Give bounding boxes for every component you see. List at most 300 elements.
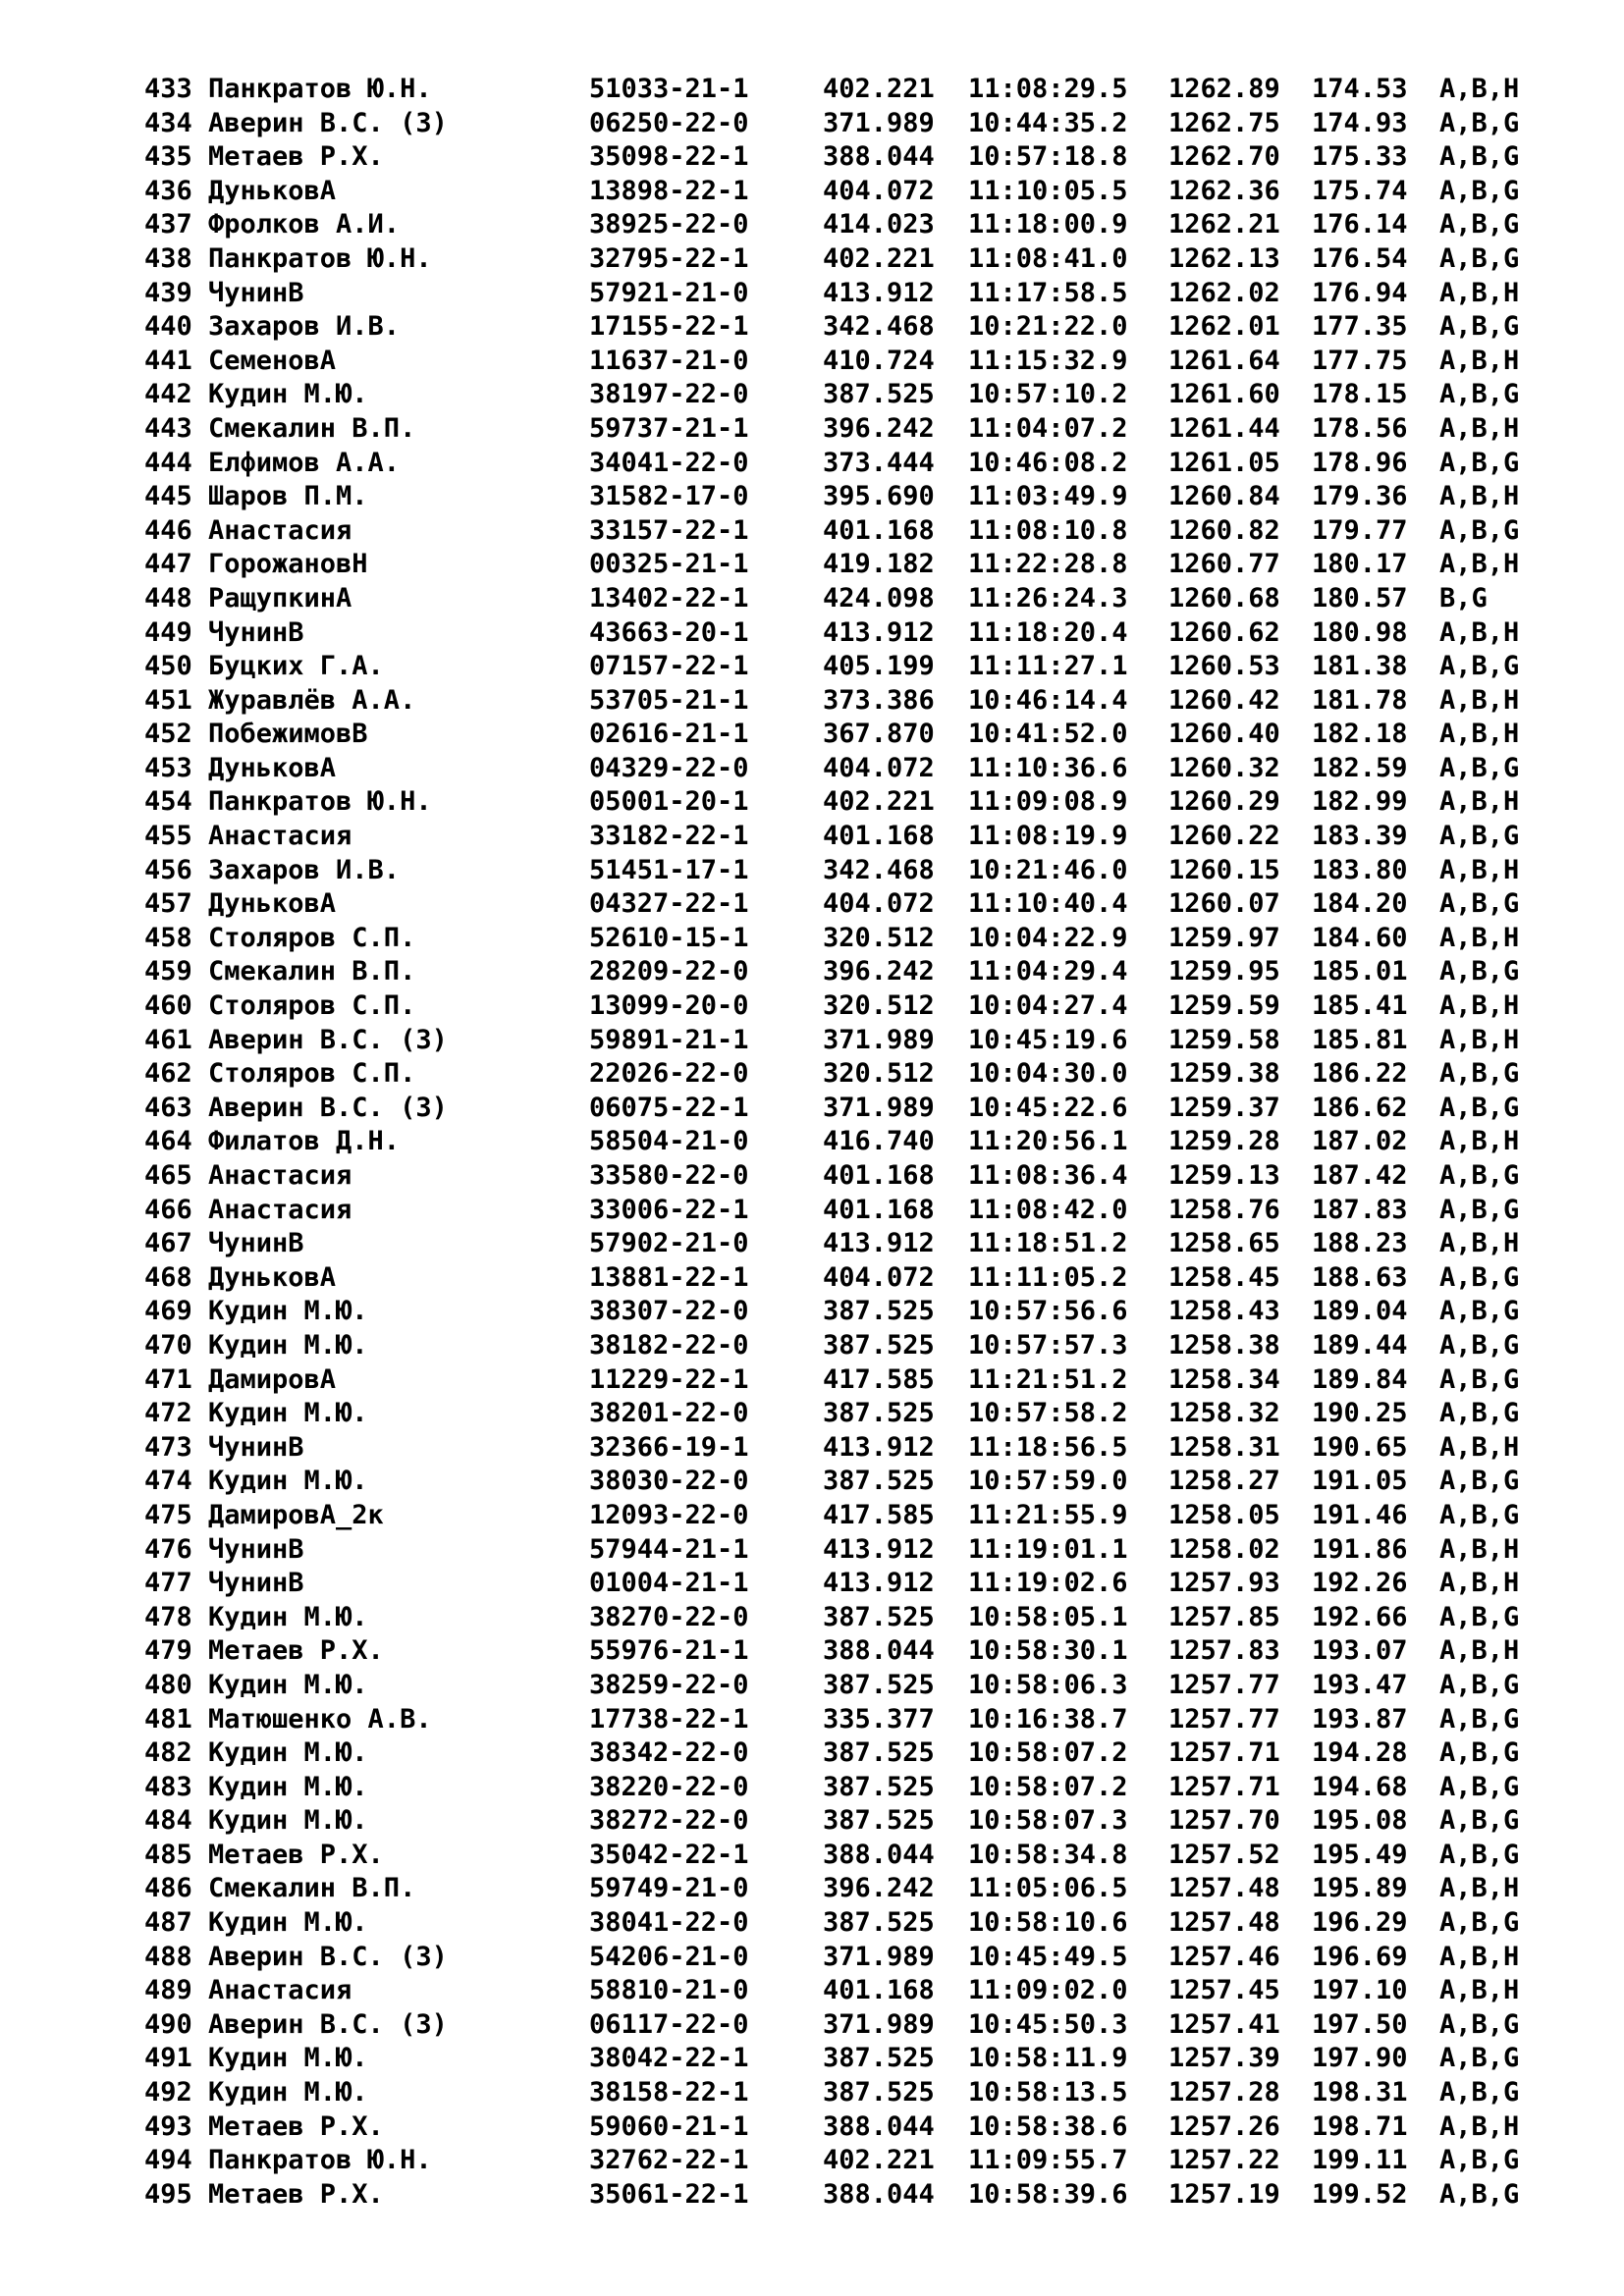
- coefficient-cell: 189.44: [1312, 1329, 1408, 1361]
- fancier-name-cell: Аверин В.С. (З): [208, 1941, 448, 1972]
- distance-cell: 396.242: [823, 956, 935, 988]
- flags-cell: A,B,G: [1439, 242, 1520, 274]
- ring-number-cell: 17738-22-1: [589, 1703, 749, 1735]
- fancier-name-cell: Кудин М.Ю.: [208, 1466, 368, 1497]
- result-row: [144, 1669, 1519, 1703]
- distance-cell: 401.168: [823, 1160, 935, 1191]
- result-row: [144, 1194, 1519, 1228]
- distance-cell: 402.221: [823, 2145, 935, 2176]
- distance-cell: 413.912: [823, 616, 935, 648]
- coefficient-cell: 176.54: [1312, 242, 1408, 274]
- fancier-name-cell: Столяров С.П.: [208, 990, 416, 1022]
- coefficient-cell: 182.99: [1312, 786, 1408, 818]
- distance-cell: 335.377: [823, 1703, 935, 1735]
- ring-number-cell: 59060-21-1: [589, 2110, 749, 2142]
- flags-cell: A,B,G: [1439, 2077, 1520, 2109]
- place-cell: 444: [144, 447, 192, 478]
- speed-cell: 1258.43: [1168, 1296, 1280, 1327]
- flags-cell: A,B,H: [1439, 481, 1520, 512]
- distance-cell: 367.870: [823, 719, 935, 750]
- ring-number-cell: 13402-22-1: [589, 582, 749, 614]
- speed-cell: 1258.02: [1168, 1533, 1280, 1565]
- place-cell: 441: [144, 345, 192, 376]
- result-row: [144, 1329, 1519, 1363]
- coefficient-cell: 190.65: [1312, 1431, 1408, 1463]
- place-cell: 471: [144, 1363, 192, 1395]
- speed-cell: 1260.40: [1168, 719, 1280, 750]
- arrival-time-cell: 10:58:13.5: [968, 2077, 1128, 2109]
- result-row: [144, 2144, 1519, 2178]
- arrival-time-cell: 11:21:51.2: [968, 1363, 1128, 1395]
- flags-cell: A,B,G: [1439, 1907, 1520, 1939]
- distance-cell: 404.072: [823, 175, 935, 206]
- result-row: [144, 1363, 1519, 1398]
- result-row: [144, 922, 1519, 956]
- ring-number-cell: 57944-21-1: [589, 1533, 749, 1565]
- arrival-time-cell: 11:18:56.5: [968, 1431, 1128, 1463]
- speed-cell: 1257.48: [1168, 1907, 1280, 1939]
- speed-cell: 1257.71: [1168, 1771, 1280, 1802]
- distance-cell: 402.221: [823, 786, 935, 818]
- speed-cell: 1259.95: [1168, 956, 1280, 988]
- speed-cell: 1259.37: [1168, 1092, 1280, 1123]
- speed-cell: 1262.21: [1168, 209, 1280, 240]
- result-row: [144, 718, 1519, 752]
- speed-cell: 1257.48: [1168, 1873, 1280, 1904]
- place-cell: 458: [144, 922, 192, 953]
- flags-cell: A,B,H: [1439, 2110, 1520, 2142]
- arrival-time-cell: 11:04:07.2: [968, 412, 1128, 444]
- ring-number-cell: 57902-21-0: [589, 1228, 749, 1259]
- flags-cell: A,B,G: [1439, 2008, 1520, 2040]
- ring-number-cell: 34041-22-0: [589, 447, 749, 478]
- place-cell: 449: [144, 616, 192, 648]
- flags-cell: A,B,G: [1439, 1601, 1520, 1632]
- coefficient-cell: 184.60: [1312, 922, 1408, 953]
- arrival-time-cell: 11:08:10.8: [968, 514, 1128, 546]
- fancier-name-cell: Кудин М.Ю.: [208, 1771, 368, 1802]
- result-row: [144, 1465, 1519, 1499]
- ring-number-cell: 33580-22-0: [589, 1160, 749, 1191]
- arrival-time-cell: 10:45:49.5: [968, 1941, 1128, 1972]
- coefficient-cell: 195.49: [1312, 1839, 1408, 1870]
- coefficient-cell: 199.52: [1312, 2178, 1408, 2210]
- distance-cell: 424.098: [823, 582, 935, 614]
- speed-cell: 1258.65: [1168, 1228, 1280, 1259]
- place-cell: 459: [144, 956, 192, 988]
- distance-cell: 387.525: [823, 1907, 935, 1939]
- distance-cell: 413.912: [823, 1431, 935, 1463]
- distance-cell: 387.525: [823, 1737, 935, 1769]
- arrival-time-cell: 11:19:02.6: [968, 1568, 1128, 1599]
- result-row: [144, 1057, 1519, 1092]
- fancier-name-cell: ДуньковА: [208, 752, 337, 783]
- place-cell: 442: [144, 379, 192, 410]
- coefficient-cell: 198.71: [1312, 2110, 1408, 2142]
- arrival-time-cell: 10:04:22.9: [968, 922, 1128, 953]
- ring-number-cell: 38307-22-0: [589, 1296, 749, 1327]
- arrival-time-cell: 10:58:05.1: [968, 1601, 1128, 1632]
- speed-cell: 1257.28: [1168, 2077, 1280, 2109]
- distance-cell: 388.044: [823, 1635, 935, 1667]
- result-row: [144, 2008, 1519, 2043]
- arrival-time-cell: 11:09:08.9: [968, 786, 1128, 818]
- place-cell: 477: [144, 1568, 192, 1599]
- arrival-time-cell: 11:17:58.5: [968, 277, 1128, 308]
- coefficient-cell: 175.74: [1312, 175, 1408, 206]
- speed-cell: 1262.02: [1168, 277, 1280, 308]
- speed-cell: 1260.82: [1168, 514, 1280, 546]
- arrival-time-cell: 10:58:07.2: [968, 1771, 1128, 1802]
- coefficient-cell: 180.57: [1312, 582, 1408, 614]
- flags-cell: A,B,H: [1439, 990, 1520, 1022]
- ring-number-cell: 38259-22-0: [589, 1669, 749, 1700]
- result-row: [144, 1771, 1519, 1805]
- coefficient-cell: 187.02: [1312, 1126, 1408, 1157]
- coefficient-cell: 178.96: [1312, 447, 1408, 478]
- flags-cell: A,B,G: [1439, 1499, 1520, 1530]
- arrival-time-cell: 11:20:56.1: [968, 1126, 1128, 1157]
- result-row: [144, 1906, 1519, 1941]
- ring-number-cell: 51033-21-1: [589, 74, 749, 104]
- fancier-name-cell: Панкратов Ю.Н.: [208, 242, 432, 274]
- flags-cell: A,B,G: [1439, 888, 1520, 920]
- place-cell: 438: [144, 242, 192, 274]
- flags-cell: A,B,G: [1439, 514, 1520, 546]
- result-row: [144, 1295, 1519, 1329]
- coefficient-cell: 192.26: [1312, 1568, 1408, 1599]
- distance-cell: 388.044: [823, 1839, 935, 1870]
- distance-cell: 387.525: [823, 1805, 935, 1837]
- flags-cell: A,B,G: [1439, 311, 1520, 343]
- ring-number-cell: 59891-21-1: [589, 1024, 749, 1055]
- coefficient-cell: 196.29: [1312, 1907, 1408, 1939]
- result-row: [144, 752, 1519, 786]
- ring-number-cell: 55976-21-1: [589, 1635, 749, 1667]
- distance-cell: 417.585: [823, 1363, 935, 1395]
- distance-cell: 401.168: [823, 514, 935, 546]
- ring-number-cell: 33182-22-1: [589, 821, 749, 852]
- ring-number-cell: 32795-22-1: [589, 242, 749, 274]
- ring-number-cell: 38041-22-0: [589, 1907, 749, 1939]
- arrival-time-cell: 10:58:06.3: [968, 1669, 1128, 1700]
- distance-cell: 401.168: [823, 1975, 935, 2006]
- distance-cell: 413.912: [823, 1533, 935, 1565]
- distance-cell: 396.242: [823, 412, 935, 444]
- place-cell: 454: [144, 786, 192, 818]
- coefficient-cell: 188.23: [1312, 1228, 1408, 1259]
- arrival-time-cell: 10:04:30.0: [968, 1058, 1128, 1090]
- flags-cell: A,B,G: [1439, 1839, 1520, 1870]
- ring-number-cell: 01004-21-1: [589, 1568, 749, 1599]
- result-row: [144, 447, 1519, 481]
- distance-cell: 387.525: [823, 1669, 935, 1700]
- speed-cell: 1262.36: [1168, 175, 1280, 206]
- coefficient-cell: 197.50: [1312, 2008, 1408, 2040]
- coefficient-cell: 174.93: [1312, 107, 1408, 138]
- fancier-name-cell: ЧунинВ: [208, 1431, 304, 1463]
- result-row: [144, 1872, 1519, 1906]
- fancier-name-cell: Захаров И.В.: [208, 854, 401, 885]
- fancier-name-cell: ЧунинВ: [208, 1568, 304, 1599]
- place-cell: 465: [144, 1160, 192, 1191]
- flags-cell: A,B,G: [1439, 2145, 1520, 2176]
- distance-cell: 388.044: [823, 141, 935, 173]
- result-row: [144, 1941, 1519, 1975]
- fancier-name-cell: СеменовА: [208, 345, 337, 376]
- flags-cell: A,B,G: [1439, 2178, 1520, 2210]
- ring-number-cell: 38925-22-0: [589, 209, 749, 240]
- distance-cell: 387.525: [823, 2077, 935, 2109]
- ring-number-cell: 06117-22-0: [589, 2008, 749, 2040]
- place-cell: 462: [144, 1058, 192, 1090]
- fancier-name-cell: Анастасия: [208, 514, 352, 546]
- ring-number-cell: 38342-22-0: [589, 1737, 749, 1769]
- place-cell: 478: [144, 1601, 192, 1632]
- coefficient-cell: 188.63: [1312, 1261, 1408, 1293]
- coefficient-cell: 195.08: [1312, 1805, 1408, 1837]
- place-cell: 474: [144, 1466, 192, 1497]
- result-row: [144, 955, 1519, 989]
- distance-cell: 342.468: [823, 854, 935, 885]
- coefficient-cell: 194.68: [1312, 1771, 1408, 1802]
- coefficient-cell: 186.22: [1312, 1058, 1408, 1090]
- flags-cell: A,B,G: [1439, 1737, 1520, 1769]
- result-row: [144, 107, 1519, 141]
- ring-number-cell: 13099-20-0: [589, 990, 749, 1022]
- speed-cell: 1258.45: [1168, 1261, 1280, 1293]
- fancier-name-cell: ДуньковА: [208, 1261, 337, 1293]
- coefficient-cell: 197.10: [1312, 1975, 1408, 2006]
- flags-cell: A,B,G: [1439, 1329, 1520, 1361]
- flags-cell: B,G: [1439, 582, 1488, 614]
- flags-cell: A,B,G: [1439, 209, 1520, 240]
- fancier-name-cell: Кудин М.Ю.: [208, 1601, 368, 1632]
- arrival-time-cell: 11:22:28.8: [968, 549, 1128, 580]
- arrival-time-cell: 10:41:52.0: [968, 719, 1128, 750]
- fancier-name-cell: Столяров С.П.: [208, 922, 416, 953]
- speed-cell: 1262.75: [1168, 107, 1280, 138]
- result-row: [144, 820, 1519, 854]
- flags-cell: A,B,H: [1439, 1975, 1520, 2006]
- distance-cell: 404.072: [823, 888, 935, 920]
- place-cell: 456: [144, 854, 192, 885]
- fancier-name-cell: Кудин М.Ю.: [208, 1329, 368, 1361]
- result-row: [144, 887, 1519, 922]
- speed-cell: 1260.32: [1168, 752, 1280, 783]
- fancier-name-cell: Смекалин В.П.: [208, 956, 416, 988]
- coefficient-cell: 198.31: [1312, 2077, 1408, 2109]
- coefficient-cell: 183.80: [1312, 854, 1408, 885]
- flags-cell: A,B,G: [1439, 1703, 1520, 1735]
- arrival-time-cell: 11:09:55.7: [968, 2145, 1128, 2176]
- arrival-time-cell: 11:08:36.4: [968, 1160, 1128, 1191]
- result-row: [144, 1974, 1519, 2008]
- speed-cell: 1260.62: [1168, 616, 1280, 648]
- arrival-time-cell: 11:10:40.4: [968, 888, 1128, 920]
- fancier-name-cell: ДамировА: [208, 1363, 337, 1395]
- speed-cell: 1258.76: [1168, 1194, 1280, 1225]
- result-row: [144, 175, 1519, 209]
- arrival-time-cell: 10:58:07.3: [968, 1805, 1128, 1837]
- flags-cell: A,B,H: [1439, 854, 1520, 885]
- result-row: [144, 548, 1519, 582]
- flags-cell: A,B,H: [1439, 684, 1520, 716]
- flags-cell: A,B,G: [1439, 1466, 1520, 1497]
- flags-cell: A,B,H: [1439, 1635, 1520, 1667]
- arrival-time-cell: 10:45:19.6: [968, 1024, 1128, 1055]
- result-row: [144, 1839, 1519, 1873]
- place-cell: 494: [144, 2145, 192, 2176]
- ring-number-cell: 58504-21-0: [589, 1126, 749, 1157]
- result-row: [144, 1159, 1519, 1194]
- flags-cell: A,B,H: [1439, 1126, 1520, 1157]
- speed-cell: 1260.07: [1168, 888, 1280, 920]
- distance-cell: 371.989: [823, 2008, 935, 2040]
- ring-number-cell: 32762-22-1: [589, 2145, 749, 2176]
- result-row: [144, 1634, 1519, 1669]
- flags-cell: A,B,H: [1439, 1024, 1520, 1055]
- fancier-name-cell: Кудин М.Ю.: [208, 1907, 368, 1939]
- speed-cell: 1262.70: [1168, 141, 1280, 173]
- fancier-name-cell: ГорожановН: [208, 549, 368, 580]
- result-row: [144, 277, 1519, 311]
- flags-cell: A,B,G: [1439, 956, 1520, 988]
- speed-cell: 1259.13: [1168, 1160, 1280, 1191]
- fancier-name-cell: Шаров П.М.: [208, 481, 368, 512]
- coefficient-cell: 181.78: [1312, 684, 1408, 716]
- coefficient-cell: 184.20: [1312, 888, 1408, 920]
- ring-number-cell: 53705-21-1: [589, 684, 749, 716]
- result-row: [144, 378, 1519, 412]
- ring-number-cell: 58810-21-0: [589, 1975, 749, 2006]
- place-cell: 486: [144, 1873, 192, 1904]
- distance-cell: 387.525: [823, 1329, 935, 1361]
- place-cell: 485: [144, 1839, 192, 1870]
- fancier-name-cell: Филатов Д.Н.: [208, 1126, 401, 1157]
- coefficient-cell: 176.94: [1312, 277, 1408, 308]
- flags-cell: A,B,G: [1439, 1398, 1520, 1429]
- speed-cell: 1257.26: [1168, 2110, 1280, 2142]
- coefficient-cell: 195.89: [1312, 1873, 1408, 1904]
- fancier-name-cell: Фролков А.И.: [208, 209, 401, 240]
- coefficient-cell: 178.15: [1312, 379, 1408, 410]
- place-cell: 452: [144, 719, 192, 750]
- place-cell: 483: [144, 1771, 192, 1802]
- flags-cell: A,B,H: [1439, 277, 1520, 308]
- distance-cell: 414.023: [823, 209, 935, 240]
- fancier-name-cell: ЧунинВ: [208, 1228, 304, 1259]
- distance-cell: 373.444: [823, 447, 935, 478]
- speed-cell: 1257.77: [1168, 1669, 1280, 1700]
- coefficient-cell: 183.39: [1312, 821, 1408, 852]
- distance-cell: 371.989: [823, 1941, 935, 1972]
- arrival-time-cell: 11:03:49.9: [968, 481, 1128, 512]
- coefficient-cell: 191.46: [1312, 1499, 1408, 1530]
- result-row: [144, 1533, 1519, 1568]
- flags-cell: A,B,G: [1439, 2043, 1520, 2074]
- place-cell: 473: [144, 1431, 192, 1463]
- place-cell: 437: [144, 209, 192, 240]
- distance-cell: 402.221: [823, 74, 935, 104]
- flags-cell: A,B,H: [1439, 549, 1520, 580]
- distance-cell: 405.199: [823, 651, 935, 682]
- coefficient-cell: 190.25: [1312, 1398, 1408, 1429]
- fancier-name-cell: Кудин М.Ю.: [208, 1296, 368, 1327]
- fancier-name-cell: Аверин В.С. (З): [208, 1092, 448, 1123]
- place-cell: 482: [144, 1737, 192, 1769]
- result-row: [144, 345, 1519, 379]
- fancier-name-cell: Метаев Р.Х.: [208, 2178, 384, 2210]
- ring-number-cell: 38272-22-0: [589, 1805, 749, 1837]
- ring-number-cell: 57921-21-0: [589, 277, 749, 308]
- distance-cell: 410.724: [823, 345, 935, 376]
- arrival-time-cell: 11:08:41.0: [968, 242, 1128, 274]
- arrival-time-cell: 10:57:18.8: [968, 141, 1128, 173]
- flags-cell: A,B,H: [1439, 1431, 1520, 1463]
- flags-cell: A,B,H: [1439, 1873, 1520, 1904]
- fancier-name-cell: Кудин М.Ю.: [208, 1669, 368, 1700]
- coefficient-cell: 196.69: [1312, 1941, 1408, 1972]
- coefficient-cell: 180.98: [1312, 616, 1408, 648]
- ring-number-cell: 05001-20-1: [589, 786, 749, 818]
- place-cell: 455: [144, 821, 192, 852]
- flags-cell: A,B,H: [1439, 1941, 1520, 1972]
- ring-number-cell: 07157-22-1: [589, 651, 749, 682]
- result-row: [144, 242, 1519, 277]
- speed-cell: 1257.45: [1168, 1975, 1280, 2006]
- speed-cell: 1257.19: [1168, 2178, 1280, 2210]
- ring-number-cell: 35042-22-1: [589, 1839, 749, 1870]
- coefficient-cell: 185.81: [1312, 1024, 1408, 1055]
- arrival-time-cell: 10:57:57.3: [968, 1329, 1128, 1361]
- speed-cell: 1257.22: [1168, 2145, 1280, 2176]
- ring-number-cell: 38201-22-0: [589, 1398, 749, 1429]
- speed-cell: 1257.70: [1168, 1805, 1280, 1837]
- coefficient-cell: 187.83: [1312, 1194, 1408, 1225]
- result-row: [144, 582, 1519, 616]
- place-cell: 488: [144, 1941, 192, 1972]
- place-cell: 470: [144, 1329, 192, 1361]
- result-row: [144, 1024, 1519, 1058]
- fancier-name-cell: Анастасия: [208, 1160, 352, 1191]
- fancier-name-cell: Елфимов А.А.: [208, 447, 401, 478]
- coefficient-cell: 179.36: [1312, 481, 1408, 512]
- ring-number-cell: 35061-22-1: [589, 2178, 749, 2210]
- speed-cell: 1261.64: [1168, 345, 1280, 376]
- fancier-name-cell: Смекалин В.П.: [208, 1873, 416, 1904]
- fancier-name-cell: Кудин М.Ю.: [208, 379, 368, 410]
- result-row: [144, 514, 1519, 549]
- result-row: [144, 2042, 1519, 2076]
- arrival-time-cell: 11:10:05.5: [968, 175, 1128, 206]
- result-row: [144, 1601, 1519, 1635]
- result-row: [144, 1567, 1519, 1601]
- flags-cell: A,B,G: [1439, 1805, 1520, 1837]
- result-row: [144, 989, 1519, 1024]
- fancier-name-cell: Кудин М.Ю.: [208, 1737, 368, 1769]
- flags-cell: A,B,H: [1439, 74, 1520, 104]
- arrival-time-cell: 11:19:01.1: [968, 1533, 1128, 1565]
- place-cell: 490: [144, 2008, 192, 2040]
- coefficient-cell: 185.01: [1312, 956, 1408, 988]
- arrival-time-cell: 10:58:30.1: [968, 1635, 1128, 1667]
- ring-number-cell: 02616-21-1: [589, 719, 749, 750]
- ring-number-cell: 04327-22-1: [589, 888, 749, 920]
- place-cell: 467: [144, 1228, 192, 1259]
- arrival-time-cell: 10:57:59.0: [968, 1466, 1128, 1497]
- fancier-name-cell: Метаев Р.Х.: [208, 141, 384, 173]
